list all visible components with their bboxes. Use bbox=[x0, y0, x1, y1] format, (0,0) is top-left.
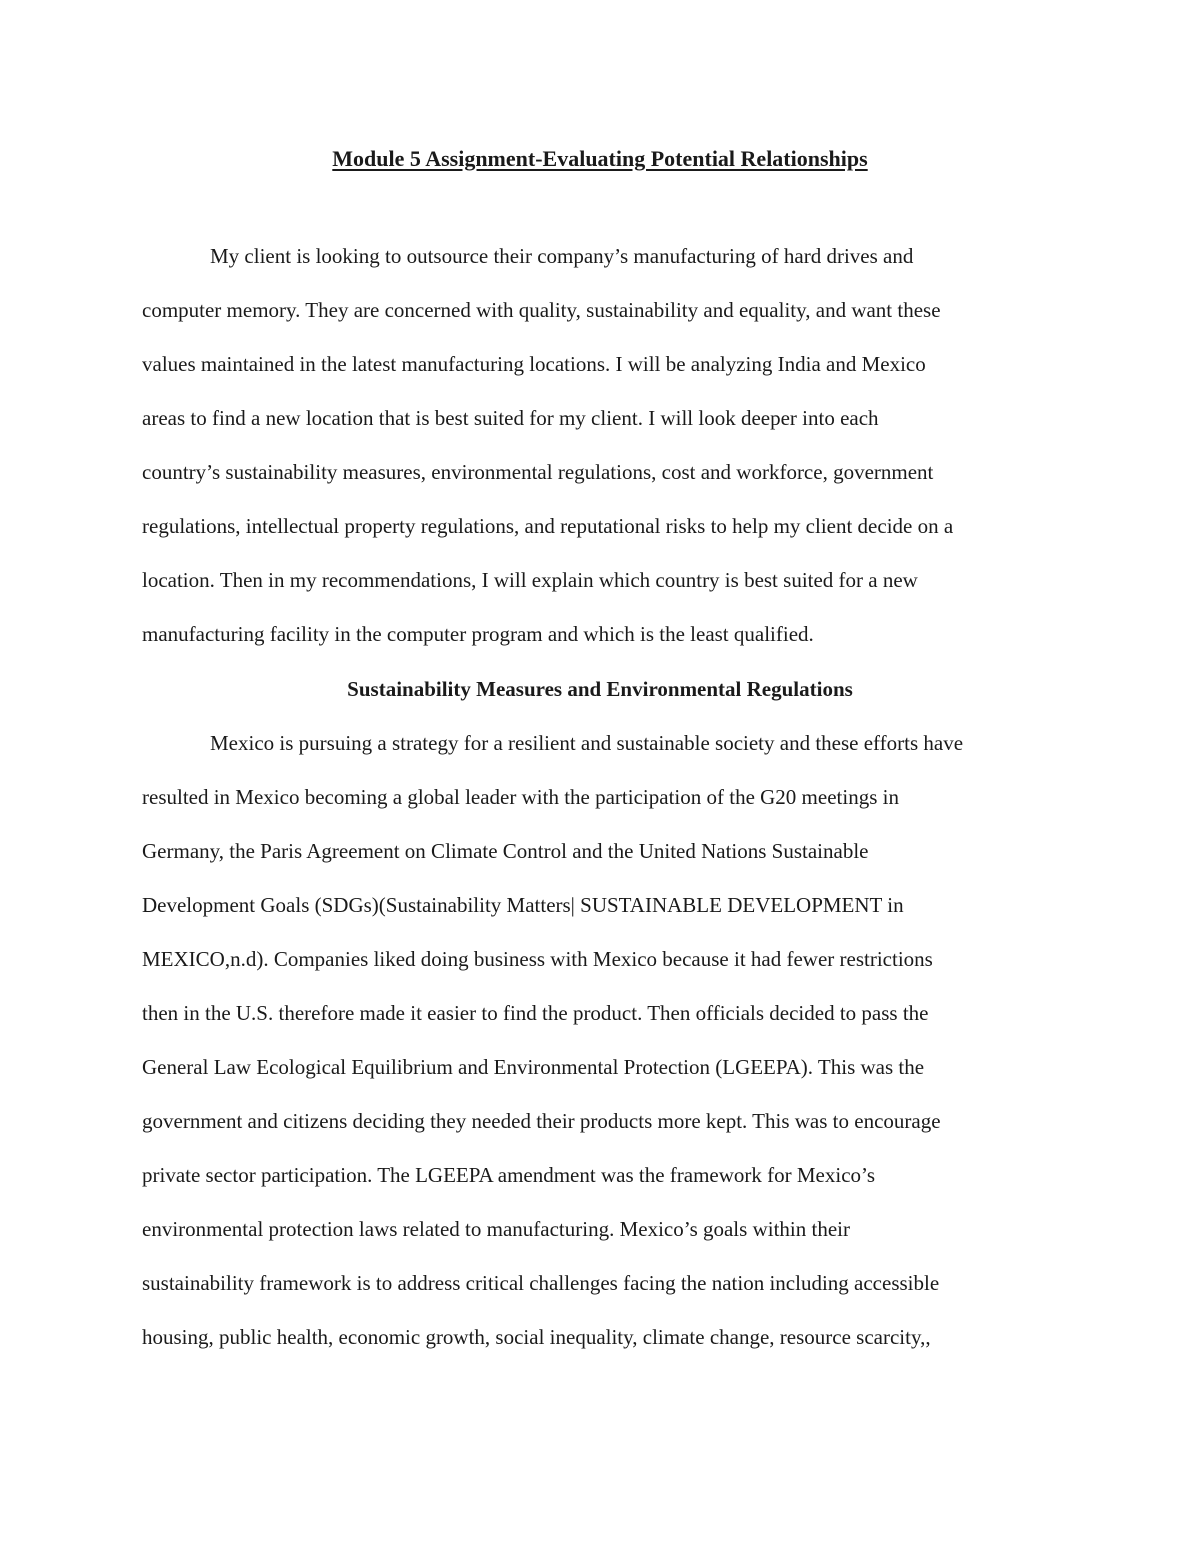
paragraph-line: My client is looking to outsource their company’s manufacturing of hard drives and bbox=[210, 244, 914, 268]
paragraph-line: General Law Ecological Equilibrium and Environmental Protection (LGEEPA). This was the bbox=[142, 1055, 925, 1079]
paragraph-line: environmental protection laws related to manufacturing. Mexico’s goals within their bbox=[142, 1217, 850, 1241]
paragraph-line: Germany, the Paris Agreement on Climate Control and the United Nations Sustainable bbox=[142, 839, 869, 863]
paragraph-line: housing, public health, economic growth, social inequality, climate change, resource scarcity,, bbox=[142, 1325, 931, 1349]
paragraph-line: MEXICO,n.d). Companies liked doing business with Mexico because it had fewer restrictions bbox=[142, 947, 933, 971]
paragraph-line: country’s sustainability measures, environmental regulations, cost and workforce, government bbox=[142, 460, 934, 484]
paragraph-line: resulted in Mexico becoming a global leader with the participation of the G20 meetings in bbox=[142, 785, 899, 809]
paragraph-line: sustainability framework is to address critical challenges facing the nation including accessible bbox=[142, 1271, 940, 1295]
paragraph-line: location. Then in my recommendations, I will explain which country is best suited for a new bbox=[142, 568, 918, 592]
paragraph-line: values maintained in the latest manufacturing locations. I will be analyzing India and Mexico bbox=[142, 352, 926, 376]
paragraph-line: government and citizens deciding they needed their products more kept. This was to encourage bbox=[142, 1109, 941, 1133]
paragraph-line: regulations, intellectual property regulations, and reputational risks to help my client decide on a bbox=[142, 514, 954, 538]
document-title: Module 5 Assignment-Evaluating Potential Relationships bbox=[332, 146, 868, 171]
paragraph-line: computer memory. They are concerned with quality, sustainability and equality, and want these bbox=[142, 298, 941, 322]
paragraph-line: then in the U.S. therefore made it easier to find the product. Then officials decided to pass the bbox=[142, 1001, 929, 1025]
paragraph-line: Development Goals (SDGs)(Sustainability Matters| SUSTAINABLE DEVELOPMENT in bbox=[142, 893, 904, 917]
paragraph-line: Mexico is pursuing a strategy for a resilient and sustainable society and these efforts have bbox=[210, 731, 964, 755]
paragraph-line: areas to find a new location that is best suited for my client. I will look deeper into each bbox=[142, 406, 879, 430]
paragraph-line: private sector participation. The LGEEPA amendment was the framework for Mexico’s bbox=[142, 1163, 876, 1187]
section-heading: Sustainability Measures and Environmental Regulations bbox=[347, 677, 853, 701]
paragraph-line: manufacturing facility in the computer program and which is the least qualified. bbox=[142, 622, 814, 646]
